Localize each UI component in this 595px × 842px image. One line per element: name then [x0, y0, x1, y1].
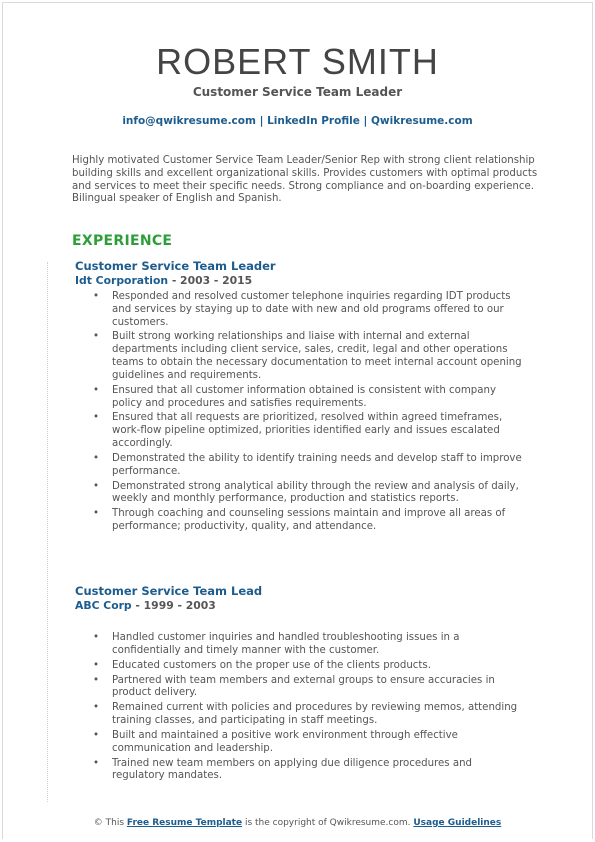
duty-item: • Built strong working relationships and liaise with internal and external departments including client service, sales, credit, legal and other operations teams to obtain the necessary documentation to meet internal account opening guidelines and requirements. [75, 331, 525, 382]
candidate-title: Customer Service Team Leader [192, 85, 403, 99]
duty-list [75, 291, 525, 534]
job-entry [75, 584, 525, 785]
footer-prefix: © This [93, 818, 127, 828]
footer [0, 818, 595, 828]
duty-item: • Demonstrated the ability to identify training needs and develop staff to improve performance. [75, 453, 525, 479]
duty-list [75, 632, 525, 783]
duty-item: • Educated customers on the proper use of the clients products. [75, 660, 525, 673]
company-name: ABC Corp [75, 599, 132, 612]
job-dates: - 2003 - 2015 [168, 274, 253, 287]
linkedin-link[interactable]: LinkedIn Profile [267, 115, 360, 127]
timeline-line [47, 262, 48, 802]
job-title: Customer Service Team Lead [75, 584, 263, 598]
summary-paragraph: Highly motivated Customer Service Team Leader/Senior Rep with strong client relationship building skills and excellent organizational skills. Provides customers with optimal products and services to meet their specific needs. Strong compliance and on-boarding experience. Bilingual speaker of English and Spanish. [72, 155, 538, 205]
duty-item: • Through coaching and counseling sessions maintain and improve all areas of performance; productivity, quality, and attendance. [75, 508, 525, 534]
email-link[interactable]: info@qwikresume.com [122, 115, 256, 127]
experience-heading: EXPERIENCE [72, 233, 173, 249]
duty-item: • Ensured that all customer information obtained is consistent with company policy and procedures and satisfies requirements. [75, 385, 525, 411]
website-link[interactable]: Qwikresume.com [370, 115, 473, 127]
duty-item: • Trained new team members on applying due diligence procedures and regulatory mandates. [75, 758, 525, 784]
separator: | [259, 115, 264, 127]
company-name: Idt Corporation [75, 274, 169, 287]
candidate-name: ROBERT SMITH [156, 41, 439, 82]
job-dates: - 1999 - 2003 [131, 599, 216, 612]
duty-item: • Demonstrated strong analytical ability through the review and analysis of daily, weekly and monthly performance, production and statistics reports. [75, 481, 525, 507]
duty-item: • Built and maintained a positive work environment through effective communication and leadership. [75, 730, 525, 756]
duty-item: • Partnered with team members and external groups to ensure accuracies in product delivery. [75, 675, 525, 701]
job-entry [75, 259, 525, 536]
usage-guidelines-link[interactable]: Usage Guidelines [413, 818, 502, 828]
job-company-line [75, 599, 525, 613]
separator: | [363, 115, 368, 127]
job-company-line [75, 274, 525, 288]
footer-middle: is the copyright of Qwikresume.com. [242, 818, 414, 828]
contact-line [0, 115, 595, 127]
free-template-link[interactable]: Free Resume Template [126, 818, 243, 828]
duty-item: • Responded and resolved customer telephone inquiries regarding IDT products and services by staying up to date with new and old programs offered to our customers. [75, 291, 525, 329]
job-title: Customer Service Team Leader [75, 259, 276, 273]
duty-item: • Remained current with policies and procedures by reviewing memos, attending training classes, and participating in staff meetings. [75, 702, 525, 728]
duty-item: • Handled customer inquiries and handled troubleshooting issues in a confidentially and timely manner with the customer. [75, 632, 525, 658]
duty-item: • Ensured that all requests are prioritized, resolved within agreed timeframes, work-flow pipeline optimized, priorities identified early and issues escalated accordingly. [75, 412, 525, 450]
